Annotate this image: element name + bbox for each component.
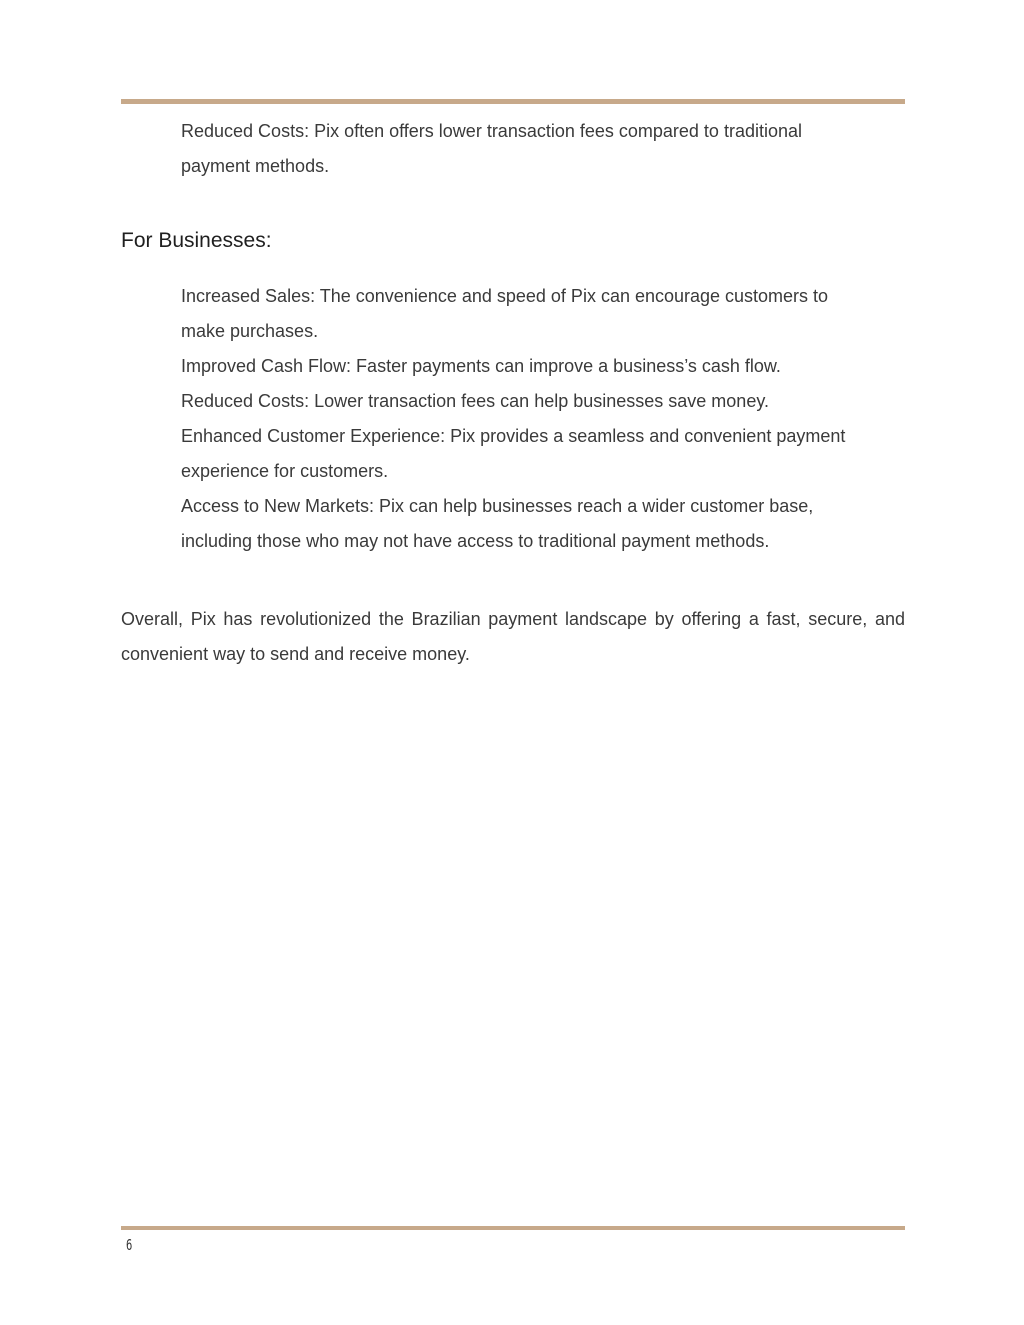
spacer [121,559,905,602]
intro-list [121,114,905,184]
header-rule [121,99,905,104]
business-list [121,279,905,559]
list-item: Increased Sales: The convenience and speed of Pix can encourage customers to make purchases. [181,286,829,341]
list-item: Reduced Costs: Lower transaction fees can help businesses save money. [181,391,769,411]
section-heading: For Businesses: [121,229,272,252]
list-item: Improved Cash Flow: Faster payments can improve a business’s cash flow. [181,356,781,376]
footer-rule [121,1226,905,1230]
list-item: Access to New Markets: Pix can help businesses reach a wider customer base, including those who may not have access to traditional payment methods. [181,496,814,551]
page-content [121,114,905,672]
list-item: Reduced Costs: Pix often offers lower transaction fees compared to traditional payment methods. [181,121,802,176]
list-item: Enhanced Customer Experience: Pix provides a seamless and convenient payment experience for customers. [181,426,846,481]
spacer [121,255,905,279]
page-number: 6 [126,1236,133,1254]
conclusion-paragraph: Overall, Pix has revolutionized the Brazilian payment landscape by offering a fast, secure, and convenient way to send and receive money. [121,609,905,664]
spacer [121,184,905,227]
